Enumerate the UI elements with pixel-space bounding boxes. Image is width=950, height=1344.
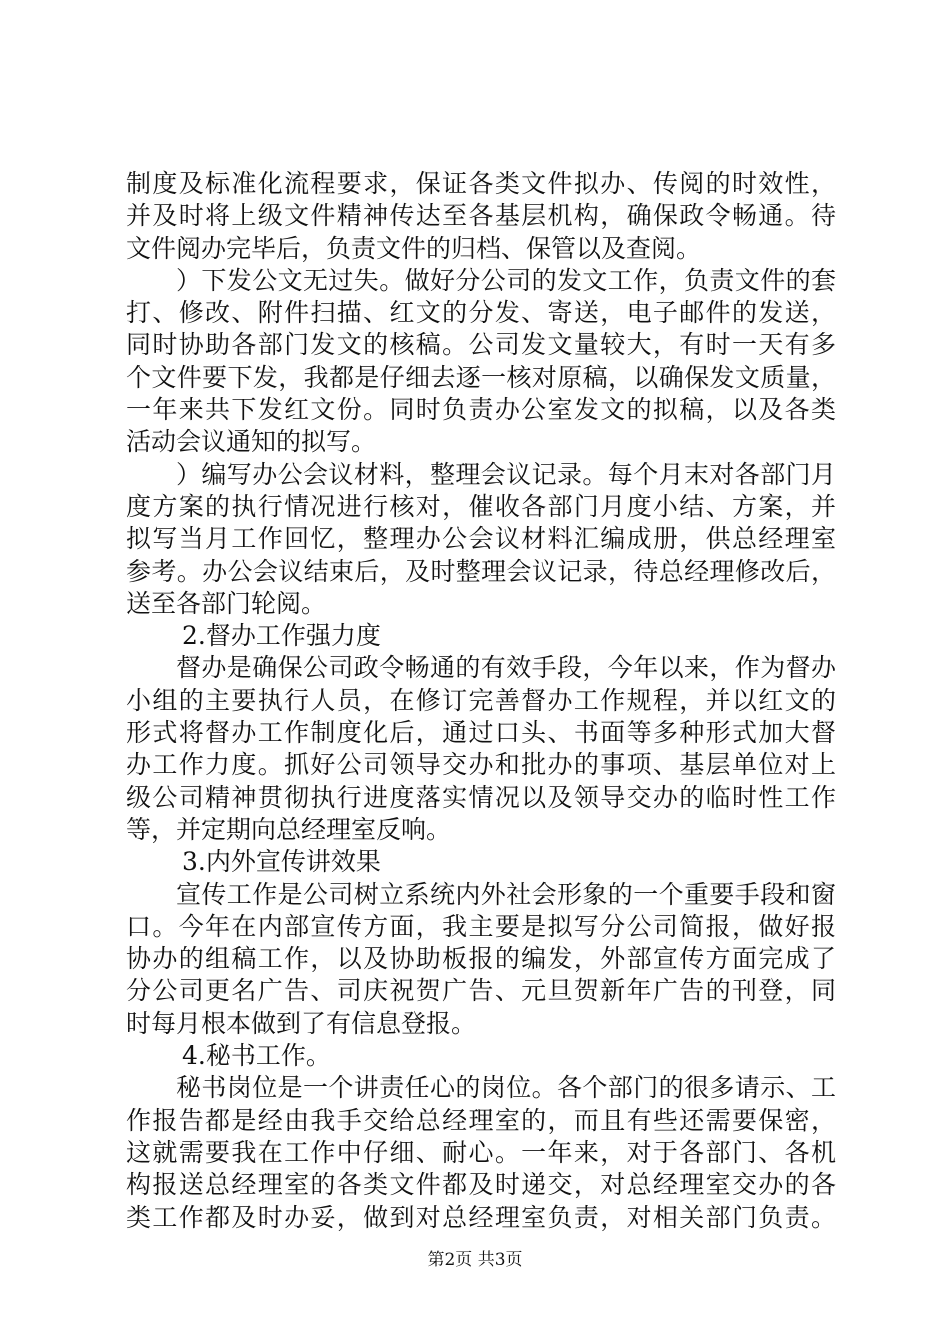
text-line: 同时协助各部门发文的核稿。公司发文量较大，有时一天有多: [126, 330, 836, 360]
section-heading: 2.督办工作强力度: [182, 621, 381, 651]
text-line: 办工作力度。抓好公司领导交办和批办的事项、基层单位对上: [126, 750, 836, 780]
text-line: 参考。办公会议结束后，及时整理会议记录，待总经理修改后，: [126, 556, 836, 586]
text-line: 宣传工作是公司树立系统内外社会形象的一个重要手段和窗: [176, 879, 836, 909]
text-line: 送至各部门轮阅。: [126, 588, 327, 618]
text-line: 个文件要下发，我都是仔细去逐一核对原稿，以确保发文质量，: [126, 362, 836, 392]
text-line: ）编写办公会议材料，整理会议记录。每个月末对各部门月: [176, 459, 836, 489]
text-line: 打、修改、附件扫描、红文的分发、寄送，电子邮件的发送，: [126, 298, 836, 328]
text-line: ）下发公文无过失。做好分公司的发文工作，负责文件的套: [176, 265, 836, 295]
text-line: 督办是确保公司政令畅通的有效手段，今年以来，作为督办: [176, 653, 836, 683]
text-line: 文件阅办完毕后，负责文件的归档、保管以及查阅。: [126, 233, 702, 263]
text-line: 类工作都及时办妥，做到对总经理室负责，对相关部门负责。: [126, 1202, 836, 1232]
text-line: 分公司更名广告、司庆祝贺广告、元旦贺新年广告的刊登，同: [126, 976, 836, 1006]
text-line: 活动会议通知的拟写。: [126, 427, 377, 457]
text-line: 小组的主要执行人员，在修订完善督办工作规程，并以红文的: [126, 685, 836, 715]
text-line: 这就需要我在工作中仔细、耐心。一年来，对于各部门、各机: [126, 1137, 836, 1167]
text-line: 拟写当月工作回忆，整理办公会议材料汇编成册，供总经理室: [126, 524, 836, 554]
text-line: 形式将督办工作制度化后，通过口头、书面等多种形式加大督: [126, 718, 836, 748]
text-line: 等，并定期向总经理室反响。: [126, 814, 452, 844]
text-line: 一年来共下发红文份。同时负责办公室发文的拟稿，以及各类: [126, 395, 836, 425]
text-line: 制度及标准化流程要求，保证各类文件拟办、传阅的时效性，: [126, 169, 836, 198]
text-line: 级公司精神贯彻执行进度落实情况以及领导交办的临时性工作: [126, 782, 836, 812]
text-line: 并及时将上级文件精神传达至各基层机构，确保政令畅通。待: [126, 201, 836, 231]
text-line: 时每月根本做到了有信息登报。: [126, 1008, 477, 1038]
section-heading: 4.秘书工作。: [182, 1041, 331, 1071]
text-line: 作报告都是经由我手交给总经理室的，而且有些还需要保密，: [126, 1105, 836, 1135]
text-line: 构报送总经理室的各类文件都及时递交，对总经理室交办的各: [126, 1170, 836, 1200]
section-heading: 3.内外宣传讲效果: [182, 847, 381, 877]
text-line: 秘书岗位是一个讲责任心的岗位。各个部门的很多请示、工: [176, 1073, 836, 1103]
document-body: [126, 168, 836, 1234]
page-number-footer: 第2页 共3页: [427, 1250, 523, 1270]
text-line: 度方案的执行情况进行核对，催收各部门月度小结、方案，并: [126, 491, 836, 521]
text-line: 协办的组稿工作，以及协助板报的编发，外部宣传方面完成了: [126, 944, 836, 974]
text-line: 口。今年在内部宣传方面，我主要是拟写分公司简报，做好报: [126, 911, 836, 941]
